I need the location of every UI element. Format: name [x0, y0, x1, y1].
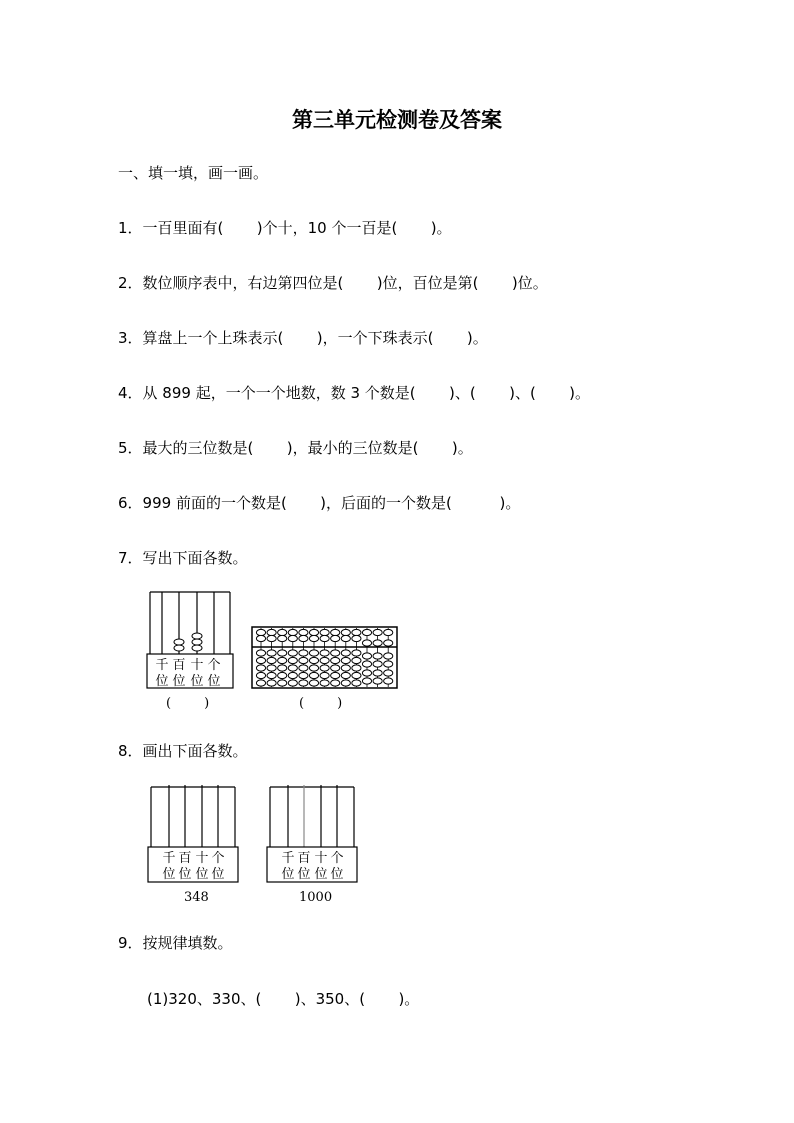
question-9: 9．按规律填数。 [118, 934, 233, 952]
label-wei: 位 [190, 674, 204, 689]
abacus-bead [309, 665, 318, 671]
q8-counting-frame-348 [147, 783, 239, 885]
label-wei: 位 [162, 867, 176, 882]
abacus-bead [341, 657, 350, 663]
q8-counting-frame-1000 [266, 783, 358, 885]
abacus-bead [384, 670, 393, 676]
abacus-bead [278, 635, 287, 641]
abacus-bead [352, 629, 361, 635]
question-9-1: (1)320、330、( )、350、( )。 [147, 990, 420, 1008]
q8-caption-1: 348 [184, 890, 209, 905]
abacus-bead [267, 665, 276, 671]
abacus-bead [373, 661, 382, 667]
abacus-bead [352, 650, 361, 656]
q7-counting-frame [146, 588, 234, 692]
abacus-bead [373, 670, 382, 676]
abacus-bead [352, 680, 361, 686]
abacus-bead [352, 672, 361, 678]
section-heading: 一、填一填，画一画。 [118, 164, 269, 182]
label-ge: 个 [211, 851, 225, 866]
abacus-bead [288, 629, 297, 635]
label-wei: 位 [172, 674, 186, 689]
abacus-bead [341, 665, 350, 671]
label-qian: 千 [162, 851, 176, 866]
abacus-bead [278, 672, 287, 678]
question-7: 7．写出下面各数。 [118, 549, 248, 567]
abacus-bead [362, 629, 371, 635]
label-ge: 个 [330, 851, 344, 866]
abacus-bead [288, 665, 297, 671]
abacus-bead [309, 680, 318, 686]
question-8: 8．画出下面各数。 [118, 742, 248, 760]
abacus-bead [341, 672, 350, 678]
abacus-bead [299, 680, 308, 686]
q7-abacus [251, 626, 399, 690]
abacus-bead [288, 657, 297, 663]
abacus-bead [256, 672, 265, 678]
abacus-bead [320, 672, 329, 678]
abacus-bead [256, 650, 265, 656]
abacus-bead [278, 657, 287, 663]
label-qian: 千 [155, 658, 169, 673]
abacus-bead [299, 635, 308, 641]
abacus-bead [320, 635, 329, 641]
abacus-bead [309, 650, 318, 656]
label-bai: 百 [297, 851, 311, 866]
abacus-bead [256, 665, 265, 671]
label-ge: 个 [207, 658, 221, 673]
abacus-bead [352, 635, 361, 641]
q7-caption-1: ( ) [166, 696, 210, 711]
abacus-bead [320, 650, 329, 656]
abacus-bead [256, 629, 265, 635]
abacus-bead [278, 665, 287, 671]
abacus-bead [256, 680, 265, 686]
abacus-bead [373, 653, 382, 659]
abacus-bead [384, 661, 393, 667]
abacus-bead [278, 629, 287, 635]
abacus-bead [341, 650, 350, 656]
label-wei: 位 [211, 867, 225, 882]
question-4: 4．从 899 起，一个一个地数，数 3 个数是( )、( )、( )。 [118, 384, 591, 402]
abacus-bead [299, 672, 308, 678]
q8-caption-2: 1000 [299, 890, 333, 905]
label-wei: 位 [330, 867, 344, 882]
label-wei: 位 [178, 867, 192, 882]
abacus-bead [373, 678, 382, 684]
abacus-bead [267, 657, 276, 663]
abacus-bead [384, 640, 393, 646]
label-wei: 位 [281, 867, 295, 882]
abacus-bead [320, 629, 329, 635]
abacus-bead [267, 680, 276, 686]
abacus-bead [362, 661, 371, 667]
abacus-bead [331, 657, 340, 663]
abacus-bead [299, 629, 308, 635]
abacus-bead [288, 680, 297, 686]
abacus-bead [331, 672, 340, 678]
abacus-bead [373, 640, 382, 646]
abacus-bead [384, 678, 393, 684]
abacus-bead [320, 657, 329, 663]
abacus-bead [267, 672, 276, 678]
abacus-bead [362, 640, 371, 646]
abacus-bead [256, 657, 265, 663]
abacus-bead [309, 635, 318, 641]
abacus-bead [299, 650, 308, 656]
abacus-bead [320, 665, 329, 671]
abacus-bead [299, 665, 308, 671]
abacus-bead [341, 635, 350, 641]
abacus-bead [352, 657, 361, 663]
abacus-bead [362, 653, 371, 659]
label-shi: 十 [314, 851, 328, 866]
label-bai: 百 [178, 851, 192, 866]
label-wei: 位 [297, 867, 311, 882]
question-5: 5．最大的三位数是( )，最小的三位数是( )。 [118, 439, 473, 457]
abacus-bead [331, 635, 340, 641]
label-bai: 百 [172, 658, 186, 673]
abacus-bead [341, 629, 350, 635]
label-qian: 千 [281, 851, 295, 866]
abacus-bead [384, 629, 393, 635]
abacus-bead [362, 670, 371, 676]
abacus-bead [331, 665, 340, 671]
abacus-bead [362, 678, 371, 684]
question-3: 3．算盘上一个上珠表示( )，一个下珠表示( )。 [118, 329, 488, 347]
abacus-bead [267, 650, 276, 656]
abacus-bead [256, 635, 265, 641]
page-title: 第三单元检测卷及答案 [292, 108, 502, 132]
label-shi: 十 [195, 851, 209, 866]
abacus-bead [309, 672, 318, 678]
abacus-bead [309, 629, 318, 635]
label-wei: 位 [195, 867, 209, 882]
abacus-bead [373, 629, 382, 635]
label-wei: 位 [155, 674, 169, 689]
abacus-bead [331, 629, 340, 635]
q7-caption-2: ( ) [299, 696, 343, 711]
abacus-bead [288, 672, 297, 678]
label-wei: 位 [314, 867, 328, 882]
abacus-bead [341, 680, 350, 686]
abacus-bead [320, 680, 329, 686]
abacus-bead [288, 650, 297, 656]
abacus-bead [309, 657, 318, 663]
label-shi: 十 [190, 658, 204, 673]
abacus-bead [331, 680, 340, 686]
abacus-bead [278, 680, 287, 686]
question-6: 6．999 前面的一个数是( )，后面的一个数是( )。 [118, 494, 521, 512]
label-wei: 位 [207, 674, 221, 689]
abacus-bead [278, 650, 287, 656]
abacus-bead [384, 653, 393, 659]
question-2: 2．数位顺序表中，右边第四位是( )位，百位是第( )位。 [118, 274, 548, 292]
question-1: 1．一百里面有( )个十，10 个一百是( )。 [118, 219, 452, 237]
abacus-bead [331, 650, 340, 656]
abacus-bead [267, 629, 276, 635]
abacus-bead [267, 635, 276, 641]
abacus-bead [352, 665, 361, 671]
abacus-bead [299, 657, 308, 663]
abacus-bead [288, 635, 297, 641]
